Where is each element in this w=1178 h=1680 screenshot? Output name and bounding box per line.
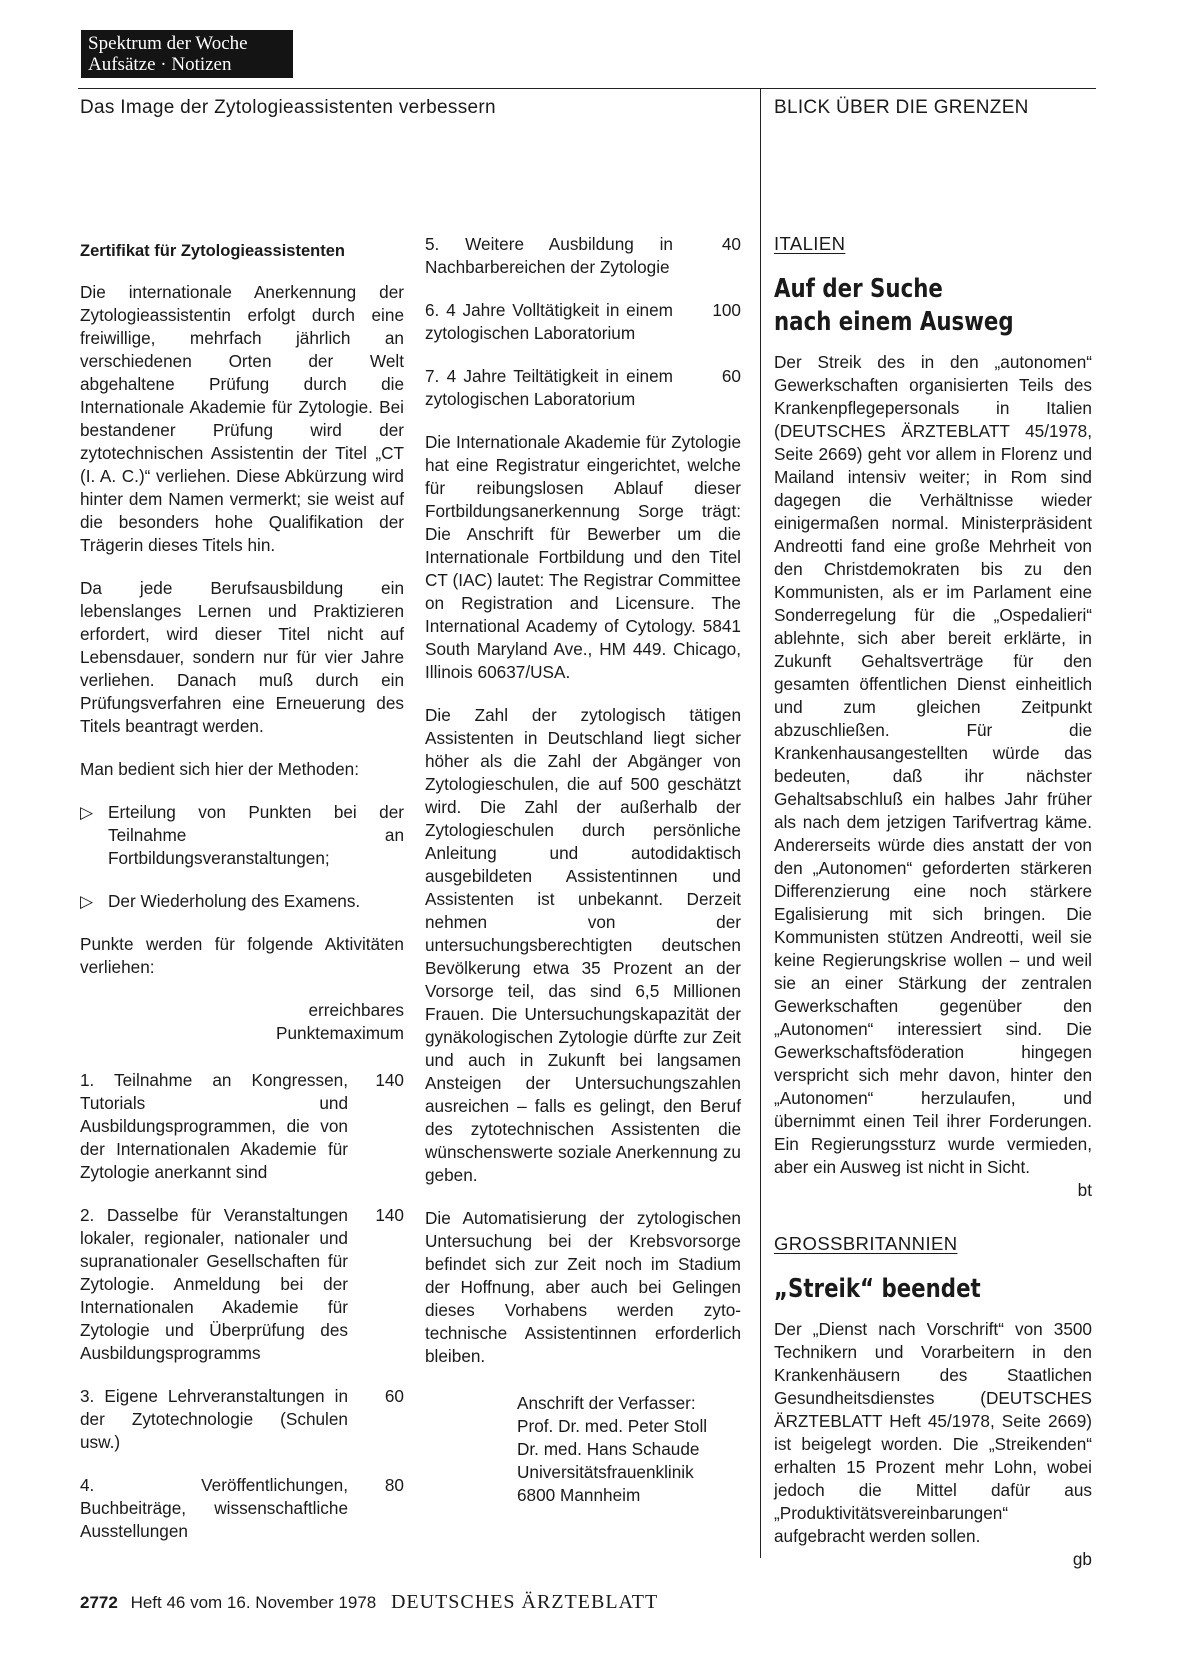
paragraph: Der Streik des in den „autonomen“ Gewerkschaften organisierten Teils des Krankenpflegepersonals in Italien (DEUTSCHES ÄRZTEBLATT 45/1978, Seite 2669) geht vor allem in Florenz und Mailand intensiv weiter; in Rom sind dagegen die Verhältnisse wieder einigermaßen normal. Ministerpräsident Andreotti fand eine große Mehrheit von den Christdemokraten bis zu den Kommunisten, als er im Parlament eine Sonderregelung für die „Ospedalieri“ ablehnte, sich aber bereit erklärte, in Zukunft Gehaltsverträge für den gesamten öffentlichen Dienst einheitlich und zum gleichen Zeitpunkt abzuschließen. Für die Krankenhausangestellten würde das bedeuten, daß ihr nächster Gehaltsabschluß ein halbes Jahr früher als nach dem jetzigen Tarifvertrag käme. Andererseits würde dies anstatt der von den „Autonomen“ geforderten stärkeren Differenzierung eine noch stärkere Egalisierung mit sich bringen. Die Kommunisten stützen Andreotti, weil sie keine Regierungskrise wollen – und weil sie an einer Stärkung der zentralen Gewerkschaften gegenüber den „Autonomen“ interessiert sind. Die Gewerkschaftsföderation hingegen verspricht sich mehr davon, hinter den „Autonomen“ herzulaufen, und übernimmt einen Teil ihrer Forderungen. Ein Regierungssturz wurde vermieden, aber ein Ausweg ist nicht in Sicht. [774, 352, 1092, 1177]
country-label: ITALIEN [774, 233, 846, 254]
address-line: 6800 Mannheim [517, 1485, 641, 1505]
author-initials: gb [1072, 1549, 1092, 1569]
page-footer [80, 1591, 658, 1614]
paragraph: Da jede Berufsausbildung ein lebenslanges Lernen und Praktizieren erfordert, wird dieser Titel nicht auf Lebensdauer, sondern nur für vier Jahre verliehen. Danach muß durch ein Prüfungsverfahren eine Erneuerung des Titels beantragt werden. [80, 578, 404, 736]
activity-text: 5. Weitere Ausbildung in Nachbarbereichen der Zytologie [425, 234, 673, 277]
column-1 [80, 240, 404, 1563]
triangle-bullet-icon: ▷ [80, 802, 94, 822]
column-2 [425, 233, 741, 1507]
section-title: BLICK ÜBER DIE GRENZEN [774, 97, 1029, 118]
activity-text: 7. 4 Jahre Teiltätigkeit in einem zytologischen Laboratorium [425, 366, 673, 409]
column-divider [760, 88, 761, 1558]
top-rule [78, 88, 1096, 89]
signature-row [774, 1548, 1092, 1571]
points-value: 140 [375, 1205, 404, 1225]
badge-line-2: Aufsätze · Notizen [88, 54, 232, 75]
paragraph: Die internationale Anerkennung der Zytologieassistentin erfolgt durch eine freiwillige, mehrfach jährlich an verschiedenen Orten der Welt abgehaltene Prüfung durch die Internationale Akademie für Zytologie. Bei bestandener Prüfung wird der zytotechnischen Assistentin der Titel „CT (I. A. C.)“ verliehen. Diese Abkürzung wird hinter dem Namen vermerkt; sie weist auf die besonders hohe Qualifikation der Trägerin dieses Titels hin. [80, 282, 404, 555]
country-label: GROSSBRITANNIEN [774, 1233, 958, 1254]
table-header-line: erreichbares [308, 1000, 404, 1020]
points-value: 60 [721, 366, 741, 386]
section-badge [81, 30, 293, 78]
address-line: Universitätsfrauenklinik [517, 1462, 694, 1482]
paragraph: Der „Dienst nach Vorschrift“ von 3500 Technikern und Vorarbeitern in den Krankenhäusern des Staatlichen Gesundheitsdienstes (DEUTSCHES ÄRZTEBLATT Heft 45/1978, Seite 2669) ist beigelegt worden. Die „Streikenden“ erhalten 15 Prozent mehr Lohn, wobei jedoch die Mittel dafür aus „Produktivitätsvereinbarungen“ aufgebracht werden sollen. [774, 1319, 1092, 1546]
badge-line-1: Spektrum der Woche [88, 33, 248, 54]
address-line: Prof. Dr. med. Peter Stoll [517, 1416, 708, 1436]
news-headline [774, 273, 1092, 339]
headline-line: Auf der Suche [774, 274, 943, 304]
news-headline: „Streik“ beendet [774, 1274, 981, 1304]
page-number: 2772 [80, 1593, 118, 1612]
points-value: 100 [712, 300, 741, 320]
points-row [80, 1474, 404, 1543]
points-value: 80 [384, 1475, 404, 1495]
publication-name: DEUTSCHES ÄRZTEBLATT [390, 1591, 659, 1613]
activity-text: 3. Eigene Lehrveranstaltungen in der Zytotechnologie (Schulen usw.) [80, 1386, 348, 1452]
activity-text: 6. 4 Jahre Volltätigkeit in einem zytologischen Laboratorium [425, 300, 673, 343]
bullet-item [80, 801, 404, 870]
paragraph: Die Automatisierung der zytologischen Untersuchung bei der Krebsvorsorge befindet sich zur Zeit noch im Stadium der Hoffnung, aber auch bei Gelingen dieses Vorhabens werden zyto-technische Assistentinnen erforderlich bleiben. [425, 1208, 741, 1366]
issue-info: Heft 46 vom 16. November 1978 [130, 1593, 377, 1612]
paragraph: Die Zahl der zytologisch tätigen Assistenten in Deutschland liegt sicher höher als die Zahl der Abgänger von Zytologieschulen, die auf 500 geschätzt wird. Die Zahl der außerhalb der Zytologieschulen durch persönliche Anleitung und autodidaktisch ausgebildeten Assistentinnen und Assistenten ist unbekannt. Derzeit nehmen von der untersuchungsberechtigten deutschen Bevölkerung etwa 35 Prozent an der Vorsorge teil, das sind 6,5 Millionen Frauen. Die Untersuchungskapazität der gynäkologischen Zytologie dürfte zur Zeit und auch in Zukunft bei langsamen Ansteigen der Untersuchungszahlen ausreichen – falls es gelingt, den Beruf des zytotechnischen Assistenten die wünschenswerte soziale Anerkennung zu geben. [425, 705, 741, 1185]
signature-row [774, 1179, 1092, 1202]
author-initials: bt [1077, 1180, 1092, 1200]
points-value: 140 [375, 1070, 404, 1090]
activity-text: 4. Veröffentlichungen, Buchbeiträge, wissenschaftliche Ausstellungen [80, 1475, 348, 1541]
subheading: Zertifikat für Zytologieassistenten [80, 242, 345, 260]
points-table-header [80, 999, 404, 1045]
activity-text: 2. Dasselbe für Veranstaltungen lokaler, regionaler, nationaler und supranationaler Gesellschaften für Zytologie. Anmeldung bei der Internationalen Akademie für Zytologie und Überprüfung des Ausbildungsprogramms [80, 1205, 348, 1363]
column-3 [774, 232, 1092, 1571]
bullet-text: Der Wiederholung des Examens. [108, 891, 361, 911]
points-row [80, 1069, 404, 1184]
paragraph: Die Internationale Akademie für Zytologie hat eine Registratur eingerichtet, welche für reibungslosen Ablauf dieser Fortbildungsanerkennung Sorge trägt: Die Anschrift für Bewerber um die Internationale Fortbildung und den Titel CT (IAC) lautet: The Registrar Committee on Registration and Licensure. The International Academy of Cytology. 5841 South Maryland Ave., HM 449. Chicago, Illinois 60637/USA. [425, 432, 741, 682]
points-row [80, 1385, 404, 1454]
points-row [425, 365, 741, 411]
points-row [425, 299, 741, 345]
paragraph: Punkte werden für folgende Aktivitäten verliehen: [80, 934, 404, 977]
headline-line: nach einem Ausweg [774, 307, 1014, 337]
bullet-item [80, 890, 404, 913]
address-line: Anschrift der Verfasser: [517, 1393, 696, 1413]
article-title: Das Image der Zytologieassistenten verbessern [80, 97, 496, 118]
activity-text: 1. Teilnahme an Kongressen, Tutorials und Ausbildungsprogrammen, die von der Internationalen Akademie für Zytologie anerkannt sind [80, 1070, 348, 1182]
points-row [425, 233, 741, 279]
address-line: Dr. med. Hans Schaude [517, 1439, 700, 1459]
paragraph: Man bedient sich hier der Methoden: [80, 759, 359, 779]
points-value: 40 [721, 234, 741, 254]
table-header-line: Punktemaximum [276, 1023, 404, 1043]
triangle-bullet-icon: ▷ [80, 891, 94, 911]
points-row [80, 1204, 404, 1365]
bullet-text: Erteilung von Punkten bei der Teilnahme an Fortbildungsveranstaltungen; [108, 802, 404, 868]
points-value: 60 [384, 1386, 404, 1406]
author-address [517, 1392, 741, 1507]
